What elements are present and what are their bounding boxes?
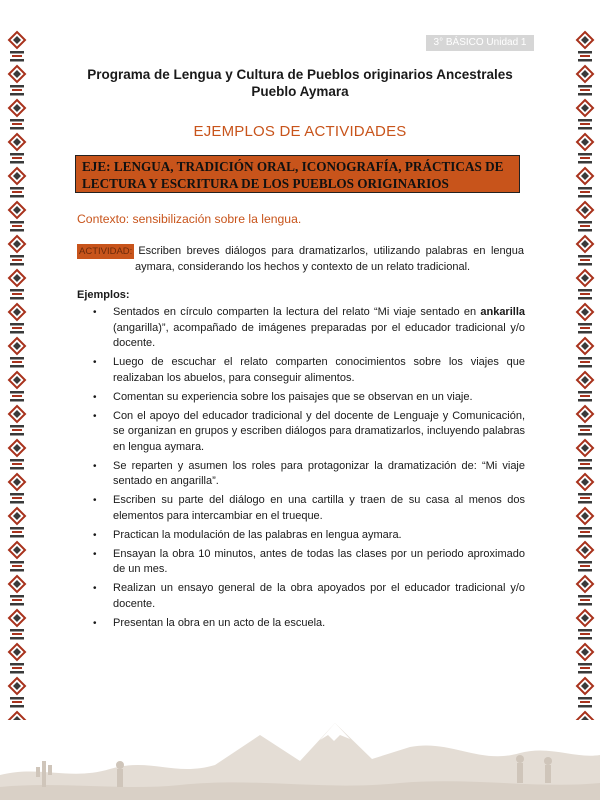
- list-item-text: Comentan su experiencia sobre los paisajes que se observan en un viaje.: [113, 390, 473, 403]
- list-item: [77, 409, 525, 456]
- activity-block: [77, 243, 524, 275]
- list-item: [77, 459, 525, 490]
- axis-heading-line1: EJE: LENGUA, TRADICIÓN ORAL, ICONOGRAFÍA, PRÁCTICAS DE: [82, 159, 504, 174]
- decorative-border-left: [6, 30, 28, 720]
- list-item-text: Con el apoyo del educador tradicional y del docente de Lenguaje y Comunicación, se organizan en grupos y escriben diálogos para dramatizarlos, incluyendo palabras en lengua aymara.: [113, 409, 525, 453]
- bullet-icon: •: [93, 617, 97, 629]
- list-item: [77, 305, 525, 352]
- list-item: [77, 581, 525, 612]
- bullet-icon: •: [93, 391, 97, 403]
- examples-list: [77, 305, 525, 635]
- examples-title: Ejemplos:: [77, 289, 130, 301]
- bullet-icon: •: [93, 548, 97, 560]
- bullet-icon: •: [93, 529, 97, 541]
- list-item: [77, 493, 525, 524]
- list-item-text: Se reparten y asumen los roles para protagonizar la dramatización de: “Mi viaje sentado en angarilla”.: [113, 459, 525, 487]
- list-item-text: Practican la modulación de las palabras en lengua aymara.: [113, 528, 402, 541]
- list-item: [77, 390, 525, 406]
- list-item-text: Ensayan la obra 10 minutos, antes de todas las clases por un periodo aproximado de un mes.: [113, 547, 525, 575]
- footer-landscape-illustration: [0, 695, 600, 800]
- list-item-text: Escriben su parte del diálogo en una cartilla y traen de su casa al menos dos elementos para intercambiar en el trueque.: [113, 494, 525, 522]
- section-title: EJEMPLOS DE ACTIVIDADES: [193, 123, 407, 140]
- list-item-text: Realizan un ensayo general de la obra apoyados por el educador tradicional y/o docente.: [113, 582, 525, 610]
- list-item-text-start: Sentados en círculo comparten la lectura del relato “Mi viaje sentado en: [113, 306, 481, 318]
- list-item-text: Presentan la obra en un acto de la escuela.: [113, 616, 326, 629]
- program-title-line1: Programa de Lengua y Cultura de Pueblos originarios Ancestrales: [87, 67, 513, 82]
- list-item: [77, 547, 525, 578]
- list-item: [77, 355, 525, 386]
- grade-unit-tab: 3° BÁSICO Unidad 1: [426, 35, 534, 51]
- context-heading: Contexto: sensibilización sobre la lengua.: [77, 212, 302, 226]
- bullet-icon: •: [93, 583, 97, 594]
- program-title-line2: Pueblo Aymara: [251, 84, 349, 99]
- list-item: [77, 528, 525, 544]
- activity-text: Escriben breves diálogos para dramatizarlos, utilizando palabras en lengua aymara, considerando los hechos y contexto de un relato tradicional.: [135, 245, 524, 273]
- bullet-icon: •: [93, 307, 97, 318]
- list-item-text-end: (angarilla)”, acompañado de imágenes preparadas por el educador tradicional y/o docente.: [113, 321, 525, 349]
- axis-heading-line2: LECTURA Y ESCRITURA DE LOS PUEBLOS ORIGINARIOS: [82, 176, 449, 191]
- activity-label: ACTIVIDAD:: [79, 246, 133, 257]
- bullet-icon: •: [93, 410, 97, 422]
- bullet-icon: •: [93, 495, 97, 506]
- bullet-icon: •: [93, 460, 97, 472]
- decorative-border-right: [574, 30, 596, 720]
- list-item: [77, 616, 525, 632]
- list-item-bold-term: ankarilla: [480, 306, 525, 318]
- axis-heading-box: [75, 155, 520, 193]
- bullet-icon: •: [93, 357, 97, 368]
- list-item-text: Luego de escuchar el relato comparten conocimientos sobre los viajes que realizaban los abuelos, para conseguir alimentos.: [113, 356, 525, 384]
- program-title: [40, 66, 560, 100]
